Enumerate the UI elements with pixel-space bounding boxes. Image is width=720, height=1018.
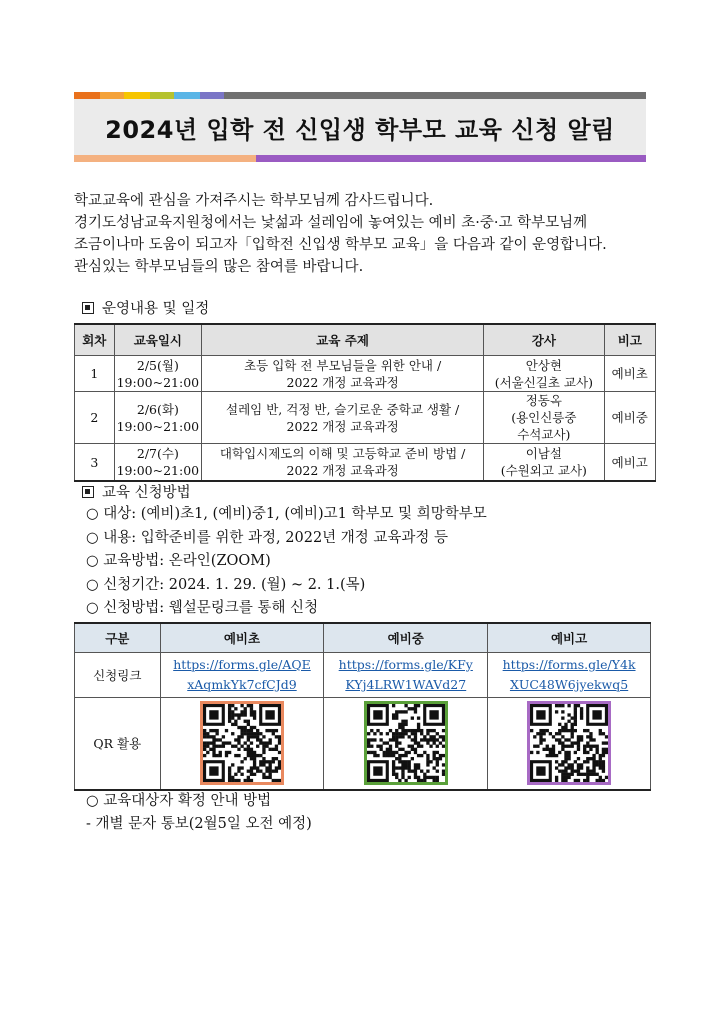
row-label: QR 활용 (75, 698, 161, 790)
intro-line: 학교교육에 관심을 가져주시는 학부모님께 감사드립니다. (74, 193, 434, 209)
title-top-stripe (74, 92, 646, 99)
session-topic: 설레임 반, 걱정 반, 슬기로운 중학교 생활 / 2022 개정 교육과정 (202, 392, 484, 444)
qr-code-high[interactable] (527, 701, 611, 785)
table-row (75, 444, 656, 482)
table-row (75, 698, 651, 790)
application-table (74, 622, 651, 791)
session-number: 1 (75, 356, 115, 392)
session-datetime: 2/5(월) 19:00~21:00 (114, 356, 202, 392)
title-banner (74, 99, 646, 155)
column-header: 교육 주제 (202, 324, 484, 356)
column-header: 예비중 (324, 623, 488, 653)
square-bullet-icon (82, 486, 94, 498)
column-header: 비고 (604, 324, 655, 356)
session-topic: 대학입시제도의 이해 및 고등학교 준비 방법 / 2022 개정 교육과정 (202, 444, 484, 482)
intro-line: 조금이나마 도움이 되고자「입학전 신입생 학부모 교육」을 다음과 같이 운영합니다. (74, 237, 607, 253)
table-header-row (75, 324, 656, 356)
column-header: 예비고 (488, 623, 651, 653)
intro-line: 경기도성남교육지원청에서는 낯섦과 설레임에 놓여있는 예비 초·중·고 학부모님께 (74, 215, 588, 231)
session-note: 예비초 (604, 356, 655, 392)
table-row (75, 653, 651, 698)
qr-code-elementary[interactable] (200, 701, 284, 785)
title-bottom-stripe (74, 155, 646, 162)
notice-item: - 개별 문자 통보(2월5일 오전 예정) (86, 816, 312, 832)
table-row (75, 356, 656, 392)
qr-pattern (530, 704, 608, 782)
intro-paragraph (74, 190, 654, 278)
column-header: 구분 (75, 623, 161, 653)
section-heading-apply (82, 481, 191, 502)
section-title: 교육 신청방법 (102, 485, 191, 501)
session-number: 3 (75, 444, 115, 482)
column-header: 교육일시 (114, 324, 202, 356)
detail-item: ○ 신청기간: 2024. 1. 29. (월) ~ 2. 1.(목) (86, 576, 366, 593)
form-link-middle[interactable]: https://forms.gle/KFy KYj4LRW1WAVd27 (324, 653, 488, 698)
detail-item: ○ 대상: (예비)초1, (예비)중1, (예비)고1 학부모 및 희망학부모 (86, 506, 487, 522)
session-topic: 초등 입학 전 부모님들을 위한 안내 / 2022 개정 교육과정 (202, 356, 484, 392)
session-datetime: 2/7(수) 19:00~21:00 (114, 444, 202, 482)
square-bullet-icon (82, 302, 94, 314)
detail-item: ○ 내용: 입학준비를 위한 과정, 2022년 개정 교육과정 등 (86, 529, 449, 546)
schedule-table (74, 323, 656, 482)
detail-item: ○ 신청방법: 웹설문링크를 통해 신청 (86, 600, 319, 616)
form-link-elementary[interactable]: https://forms.gle/AQE xAqmkYk7cfCJd9 (160, 653, 324, 698)
page-title: 2024년 입학 전 신입생 학부모 교육 신청 알림 (105, 115, 615, 144)
notice-item: ○ 교육대상자 확정 안내 방법 (86, 793, 272, 809)
session-lecturer: 정동옥 (용인신릉중 수석교사) (484, 392, 604, 444)
row-label: 신청링크 (75, 653, 161, 698)
column-header: 강사 (484, 324, 604, 356)
table-row (75, 392, 656, 444)
detail-item: ○ 교육방법: 온라인(ZOOM) (86, 553, 271, 569)
notice-section (86, 790, 312, 836)
column-header: 예비초 (160, 623, 324, 653)
section-heading-schedule (82, 297, 209, 318)
section-title: 운영내용 및 일정 (102, 301, 210, 317)
column-header: 회차 (75, 324, 115, 356)
session-lecturer: 이남설 (수원외고 교사) (484, 444, 604, 482)
table-header-row (75, 623, 651, 653)
intro-line: 관심있는 학부모님들의 많은 참여를 바랍니다. (74, 259, 364, 275)
qr-code-middle[interactable] (364, 701, 448, 785)
qr-pattern (367, 704, 445, 782)
session-number: 2 (75, 392, 115, 444)
session-note: 예비고 (604, 444, 655, 482)
session-note: 예비중 (604, 392, 655, 444)
session-lecturer: 안상현 (서울신길초 교사) (484, 356, 604, 392)
form-link-high[interactable]: https://forms.gle/Y4k XUC48W6jyekwq5 (488, 653, 651, 698)
application-details (86, 503, 487, 621)
session-datetime: 2/6(화) 19:00~21:00 (114, 392, 202, 444)
qr-pattern (203, 704, 281, 782)
